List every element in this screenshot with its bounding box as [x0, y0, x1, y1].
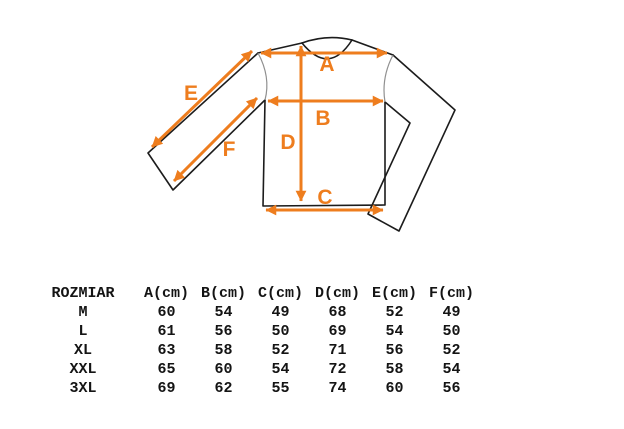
value-cell: 49 [442, 304, 461, 321]
value-cell: 49 [271, 304, 290, 321]
value-cell: 69 [157, 380, 176, 397]
value-cell: 58 [385, 361, 404, 378]
measure-arrows [152, 46, 387, 210]
value-cell: 56 [214, 323, 233, 340]
value-cell: 52 [385, 304, 404, 321]
value-cell: 54 [271, 361, 290, 378]
measure-label-d: D [280, 131, 296, 154]
value-cell: 74 [328, 380, 347, 397]
measure-arrow-f [174, 98, 257, 181]
col-header-c: C(cm) [257, 285, 303, 302]
value-cell: 60 [385, 380, 404, 397]
value-cell: 68 [328, 304, 347, 321]
size-cell: M [78, 304, 88, 321]
size-cell: XXL [69, 361, 97, 378]
measure-label-f: F [222, 138, 236, 161]
size-cell: XL [73, 342, 92, 359]
table-row [28, 379, 480, 398]
value-cell: 60 [157, 304, 176, 321]
col-header-a: A(cm) [143, 285, 189, 302]
value-cell: 56 [385, 342, 404, 359]
value-cell: 50 [442, 323, 461, 340]
table-row [28, 303, 480, 322]
value-cell: 56 [442, 380, 461, 397]
col-header-b: B(cm) [200, 285, 246, 302]
left-armhole-seam [258, 53, 267, 100]
value-cell: 54 [214, 304, 233, 321]
measure-label-b: B [315, 107, 331, 130]
value-cell: 71 [328, 342, 347, 359]
left-sleeve-outline [148, 53, 265, 190]
value-cell: 72 [328, 361, 347, 378]
size-cell: L [78, 323, 88, 340]
col-header-e: E(cm) [371, 285, 417, 302]
col-header-rozmiar: ROZMIAR [51, 285, 115, 302]
value-cell: 50 [271, 323, 290, 340]
value-cell: 52 [442, 342, 461, 359]
table-row [28, 341, 480, 360]
measure-labels [184, 53, 335, 209]
col-header-d: D(cm) [314, 285, 360, 302]
table-row [28, 360, 480, 379]
right-armhole-seam [384, 55, 393, 102]
measure-label-e: E [183, 82, 199, 105]
table-header-row [28, 284, 480, 303]
col-header-f: F(cm) [428, 285, 474, 302]
value-cell: 69 [328, 323, 347, 340]
measure-label-a: A [319, 53, 335, 76]
value-cell: 61 [157, 323, 176, 340]
value-cell: 63 [157, 342, 176, 359]
table-row [28, 322, 480, 341]
value-cell: 58 [214, 342, 233, 359]
value-cell: 60 [214, 361, 233, 378]
size-cell: 3XL [69, 380, 97, 397]
value-cell: 54 [385, 323, 404, 340]
value-cell: 54 [442, 361, 461, 378]
value-cell: 55 [271, 380, 290, 397]
value-cell: 52 [271, 342, 290, 359]
measure-label-c: C [317, 186, 333, 209]
size-table [28, 284, 480, 398]
collar-back-line [302, 38, 352, 43]
value-cell: 65 [157, 361, 176, 378]
value-cell: 62 [214, 380, 233, 397]
measure-arrow-e [152, 51, 252, 147]
